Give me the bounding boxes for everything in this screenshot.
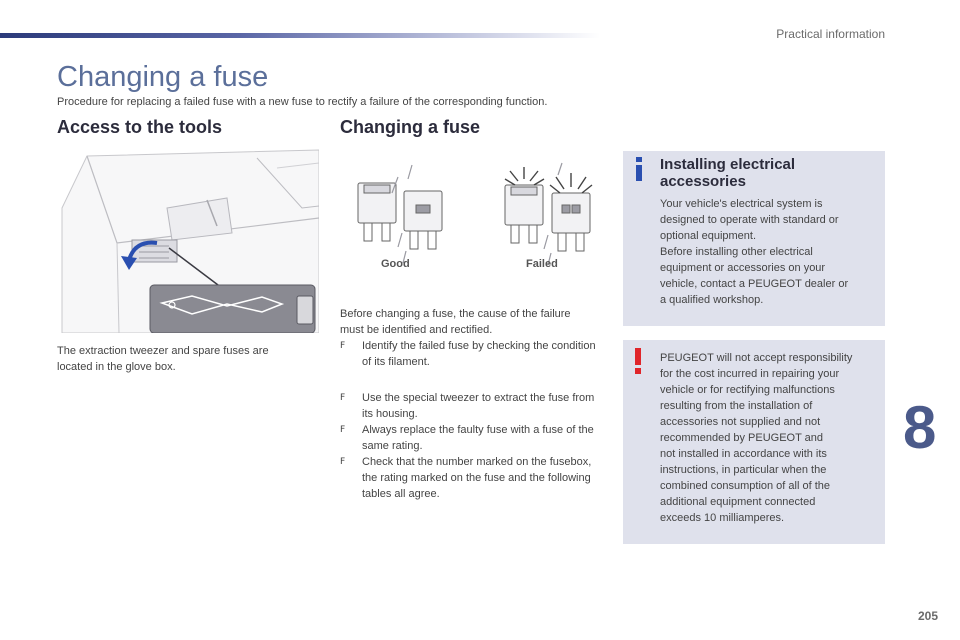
access-heading: Access to the tools [57, 117, 223, 137]
info-line: designed to operate with standard or [660, 214, 839, 226]
failed-fuse-pair [505, 185, 590, 251]
exclamation-icon [633, 348, 643, 374]
info-box-title [660, 156, 860, 190]
warning-line: not installed in accordance with its [660, 448, 827, 460]
changing-intro [340, 306, 610, 338]
warning-line: additional equipment connected [660, 496, 816, 508]
warning-line: combined consumption of all of the [660, 480, 830, 492]
info-line: Your vehicle's electrical system is [660, 198, 823, 210]
bullet-text: Identify the failed fuse by checking the condition of its filament. [362, 340, 596, 368]
info-box-text [660, 196, 882, 308]
info-line: equipment or accessories on your [660, 262, 826, 274]
failed-fuse-label: Failed [526, 258, 558, 270]
info-title-line: Installing electrical [660, 156, 796, 173]
bullet-marker-icon: F [340, 457, 346, 467]
info-title-line: accessories [660, 173, 746, 190]
page-subtitle: Procedure for replacing a failed fuse with a new fuse to rectify a failure of the corresponding function. [57, 96, 548, 108]
glove-box-illustration [57, 148, 319, 333]
info-line: a qualified workshop. [660, 294, 764, 306]
info-line: Before installing other electrical [660, 246, 813, 258]
intro-line: must be identified and rectified. [340, 324, 493, 336]
bullet-text: Always replace the faulty fuse with a fuse of the same rating. [362, 424, 594, 452]
section-title: Practical information [776, 27, 885, 41]
access-text-line: located in the glove box. [57, 361, 176, 373]
intro-line: Before changing a fuse, the cause of the failure [340, 308, 571, 320]
bullet-text: Check that the number marked on the fusebox, the rating marked on the fuse and the following tables all agree. [362, 456, 592, 500]
bullet-item [340, 390, 604, 422]
info-i-icon [634, 157, 644, 181]
bullet-marker-icon: F [340, 393, 346, 403]
chapter-number: 8 [903, 394, 937, 461]
page-title: Changing a fuse [57, 61, 269, 93]
fuse-comparison-illustration [340, 155, 610, 275]
bullet-item [340, 338, 604, 370]
warning-line: resulting from the installation of [660, 400, 813, 412]
warning-line: accessories not supplied and not [660, 416, 821, 428]
bullet-marker-icon: F [340, 341, 346, 351]
access-text-line: The extraction tweezer and spare fuses are [57, 345, 269, 357]
info-line: vehicle, contact a PEUGEOT dealer or [660, 278, 849, 290]
warning-line: exceeds 10 milliamperes. [660, 512, 785, 524]
info-line: optional equipment. [660, 230, 757, 242]
access-text [57, 343, 269, 375]
warning-line: PEUGEOT will not accept responsibility [660, 352, 853, 364]
bullet-item [340, 422, 604, 454]
bullet-text: Use the special tweezer to extract the fuse from its housing. [362, 392, 595, 420]
header-gradient-bar [0, 33, 600, 38]
warning-line: vehicle or for rectifying malfunctions [660, 384, 835, 396]
bullet-marker-icon: F [340, 425, 346, 435]
warning-line: instructions, in particular when the [660, 464, 827, 476]
bullet-item [340, 454, 604, 502]
warning-line: for the cost incurred in repairing your [660, 368, 840, 380]
page-number: 205 [917, 609, 938, 623]
warning-box-text [660, 350, 882, 526]
changing-heading: Changing a fuse [340, 117, 481, 137]
warning-line: recommended by PEUGEOT and [660, 432, 824, 444]
good-fuse-label: Good [381, 258, 410, 270]
